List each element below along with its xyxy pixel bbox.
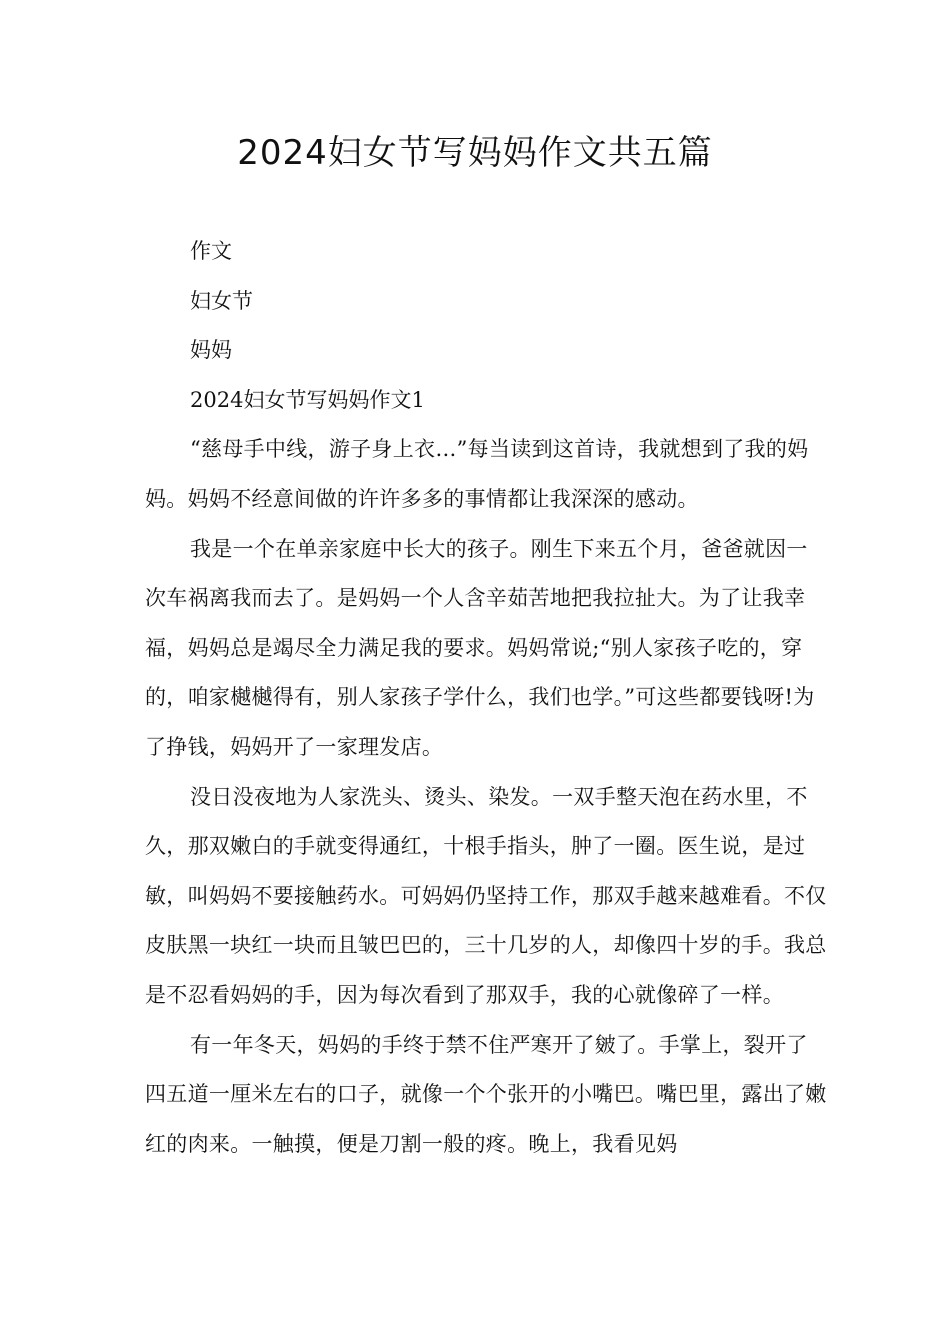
paragraph: 我是一个在单亲家庭中长大的孩子。刚生下来五个月，爸爸就因一次车祸离我而去了。是妈妈一个人含辛茹苦地把我拉扯大。为了让我幸福，妈妈总是竭尽全力满足我的要求。妈妈常说;“别人家孩子吃的，穿的，咱家樾樾得有，别人家孩子学什么，我们也学。”可这些都要钱呀!为了挣钱，妈妈开了一家理发店。	[145, 536, 815, 759]
paragraph: 有一年冬天，妈妈的手终于禁不住严寒开了皴了。手掌上，裂开了四五道一厘米左右的口子，就像一个个张开的小嘴巴。嘴巴里，露出了嫩红的肉来。一触摸，便是刀割一般的疼。晚上，我看见妈	[145, 1032, 827, 1156]
document-body	[145, 227, 828, 1169]
paragraph: “慈母手中线，游子身上衣…”每当读到这首诗，我就想到了我的妈妈。妈妈不经意间做的许许多多的事情都让我深深的感动。	[145, 437, 809, 511]
document-title: 2024妇女节写妈妈作文共五篇	[237, 133, 713, 173]
tag-essay: 作文	[190, 239, 232, 263]
section-heading: 2024妇女节写妈妈作文1	[190, 387, 425, 412]
tag-mother: 妈妈	[190, 338, 232, 363]
paragraph: 没日没夜地为人家洗头、烫头、染发。一双手整天泡在药水里，不久，那双嫩白的手就变得通红，十根手指头，肿了一圈。医生说，是过敏，叫妈妈不要接触药水。可妈妈仍坚持工作，那双手越来越难看。不仅皮肤黑一块红一块而且皱巴巴的，三十几岁的人，却像四十岁的手。我总是不忍看妈妈的手，因为每次看到了那双手，我的心就像碎了一样。	[145, 784, 827, 1007]
tag-womens-day: 妇女节	[190, 288, 253, 313]
